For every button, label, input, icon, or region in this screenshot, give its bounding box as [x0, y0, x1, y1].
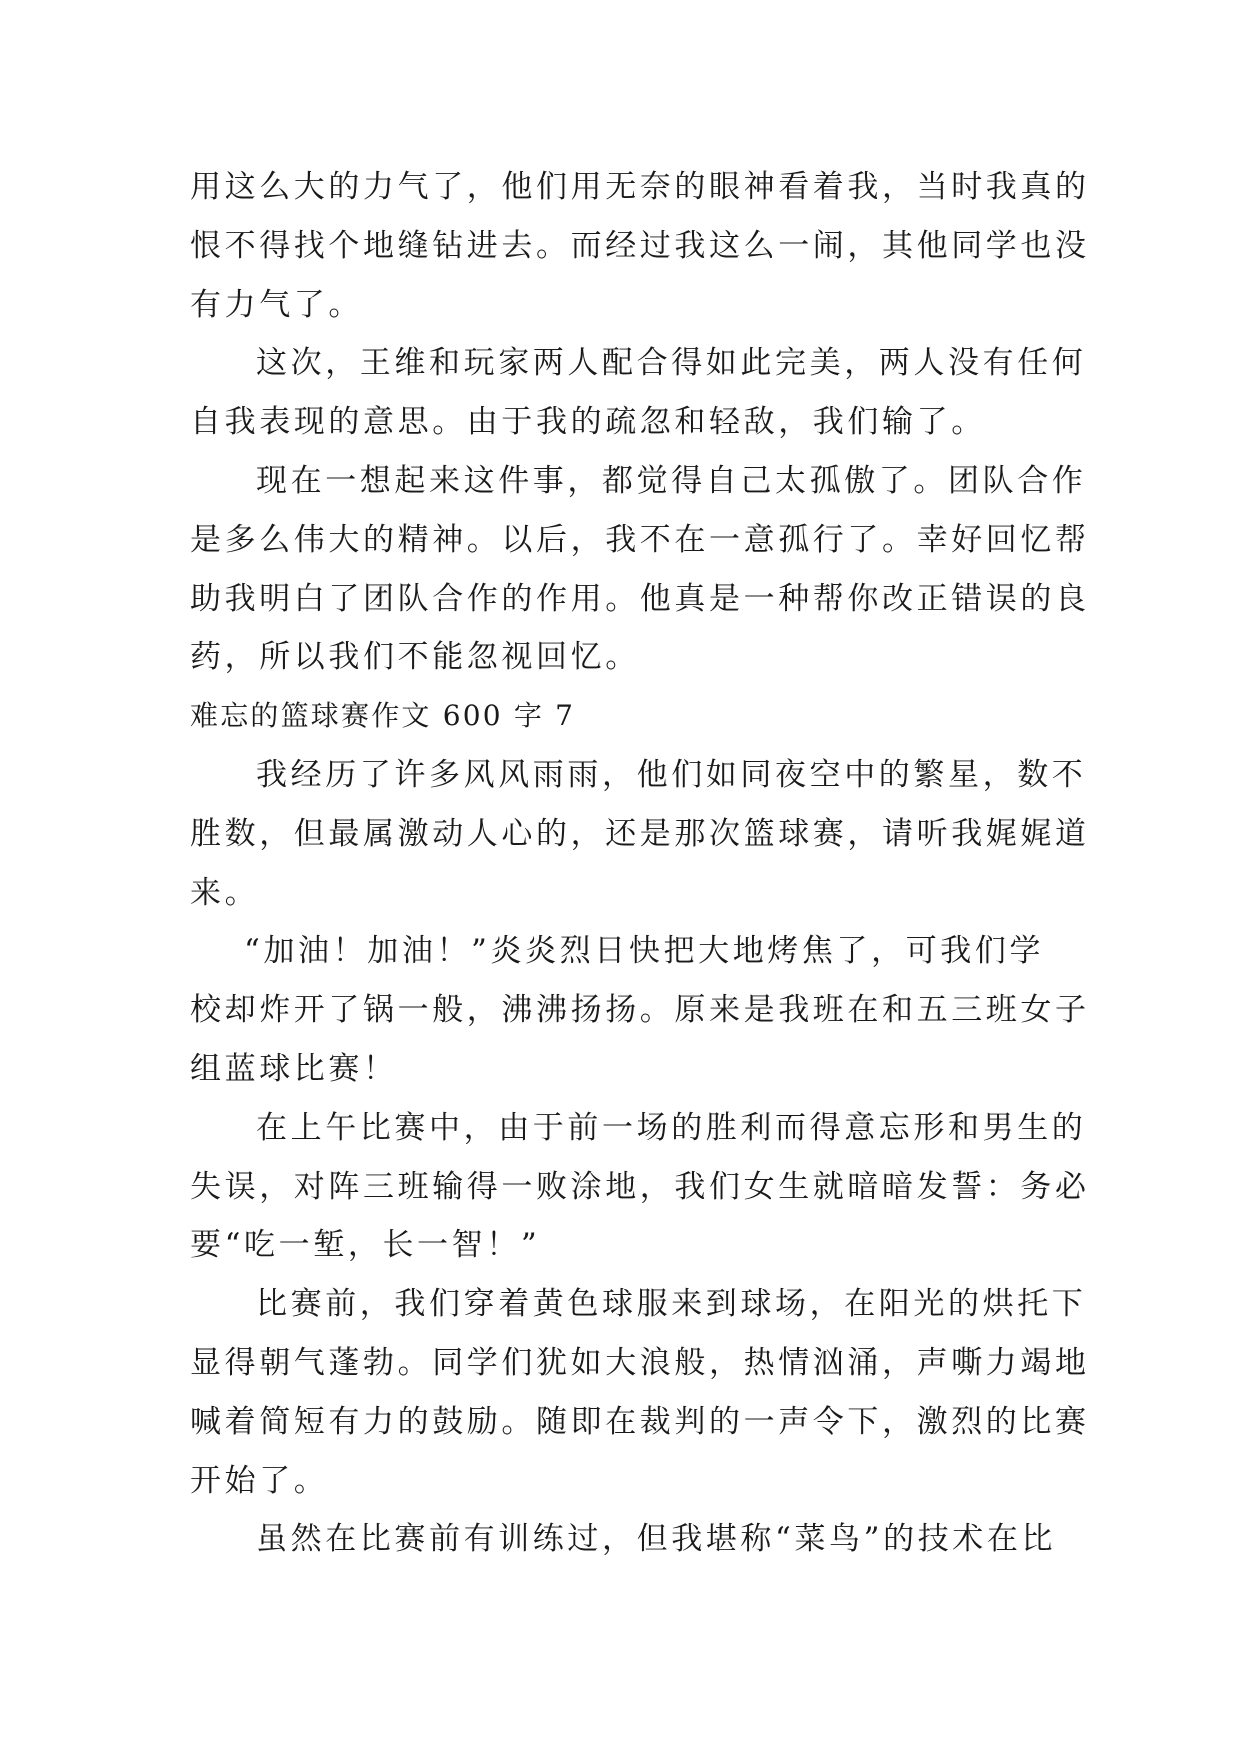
paragraph-start-line: 我经历了许多风风雨雨，他们如同夜空中的繁星，数不	[256, 756, 1087, 793]
essay-heading: 难忘的篮球赛作文 600 字 7	[190, 699, 576, 733]
text-line: 开始了。	[190, 1462, 329, 1499]
text-line: 助我明白了团队合作的作用。他真是一种帮你改正错误的良	[190, 580, 1090, 617]
text-line: 胜数，但最属激动人心的，还是那次篮球赛，请听我娓娓道	[190, 815, 1090, 852]
text-line: 组蓝球比赛！	[190, 1050, 398, 1087]
essay-text	[190, 158, 1090, 1569]
text-line: 是多么伟大的精神。以后，我不在一意孤行了。幸好回忆帮	[190, 521, 1090, 558]
text-line: 药，所以我们不能忽视回忆。	[190, 639, 640, 676]
text-line: 失误，对阵三班输得一败涂地，我们女生就暗暗发誓：务必	[190, 1168, 1090, 1205]
text-line: 显得朝气蓬勃。同学们犹如大浪般，热情汹涌，声嘶力竭地	[190, 1344, 1090, 1381]
text-line: 用这么大的力气了，他们用无奈的眼神看着我，当时我真的	[190, 169, 1090, 205]
text-line: 喊着简短有力的鼓励。随即在裁判的一声令下，激烈的比赛	[190, 1403, 1090, 1440]
text-line: 有力气了。	[190, 286, 363, 323]
text-line: 恨不得找个地缝钻进去。而经过我这么一闹，其他同学也没	[190, 227, 1090, 264]
text-line: 校却炸开了锅一般，沸沸扬扬。原来是我班在和五三班女子	[190, 992, 1090, 1029]
paragraph-start-line: 现在一想起来这件事，都觉得自己太孤傲了。团队合作	[256, 462, 1087, 499]
text-line: 自我表现的意思。由于我的疏忽和轻敌，我们输了。	[190, 404, 986, 441]
text-line: 要“吃一堑，长一智！”	[190, 1227, 541, 1264]
paragraph-start-line: “加油！加油！”炎炎烈日快把大地烤焦了，可我们学	[244, 933, 1045, 970]
paragraph-start-line: 在上午比赛中，由于前一场的胜利而得意忘形和男生的	[256, 1109, 1087, 1146]
text-line: 来。	[190, 874, 260, 911]
paragraph-start-line: 比赛前，我们穿着黄色球服来到球场，在阳光的烘托下	[256, 1286, 1087, 1323]
paragraph-start-line: 虽然在比赛前有训练过，但我堪称“菜鸟”的技术在比	[256, 1521, 1057, 1558]
paragraph-start-line: 这次，王维和玩家两人配合得如此完美，两人没有任何	[256, 345, 1087, 382]
